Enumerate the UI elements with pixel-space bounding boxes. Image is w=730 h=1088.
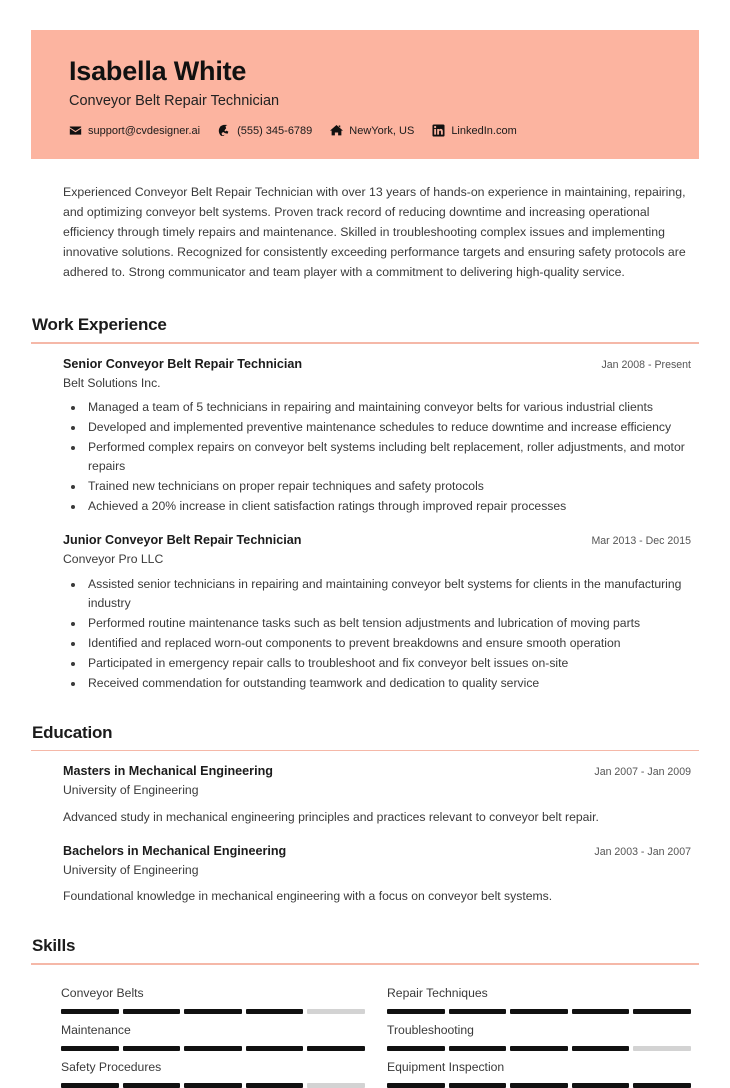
phone-icon — [218, 124, 231, 137]
work-experience-heading: Work Experience — [32, 314, 167, 334]
skill-rating-segment — [61, 1083, 119, 1088]
education-heading: Education — [32, 722, 113, 742]
skill-rating-bar — [387, 1083, 691, 1088]
education-entry-school: University of Engineering — [63, 862, 199, 877]
contact-phone-label: (555) 345-6789 — [237, 124, 313, 137]
work-entry-header — [63, 532, 691, 549]
education-entry-school: University of Engineering — [63, 783, 199, 798]
skill-label: Repair Techniques — [387, 986, 488, 1001]
education-entry-degree: Bachelors in Mechanical Engineering — [63, 843, 287, 858]
linkedin-icon — [432, 124, 445, 137]
skill-item — [387, 1014, 691, 1051]
work-entry-bullets — [63, 575, 691, 693]
skill-label: Conveyor Belts — [61, 986, 144, 1001]
work-entry-date: Jan 2008 - Present — [601, 358, 691, 371]
skill-item — [61, 1014, 365, 1051]
contact-location-label: NewYork, US — [349, 124, 415, 137]
skill-rating-segment — [184, 1083, 242, 1088]
contact-email[interactable] — [69, 124, 200, 137]
education-entry-date: Jan 2007 - Jan 2009 — [594, 766, 691, 779]
skill-rating-segment — [449, 1083, 507, 1088]
work-entry-bullets — [63, 398, 691, 516]
candidate-job-title: Conveyor Belt Repair Technician — [69, 93, 280, 110]
contact-location[interactable] — [330, 124, 414, 137]
work-entry — [31, 532, 699, 693]
bullet-item: • Identified and replaced worn-out components to prevent breakdowns and ensure smooth operation — [85, 634, 691, 653]
contact-phone[interactable] — [218, 124, 312, 137]
skill-rating-segment — [387, 1083, 445, 1088]
education-entry-description: Advanced study in mechanical engineering principles and practices relevant to conveyor belt repair. — [63, 809, 599, 824]
section-divider — [31, 750, 699, 752]
section-divider — [31, 342, 699, 344]
education-entry-header — [63, 763, 691, 780]
section-education — [31, 723, 699, 907]
envelope-icon — [69, 124, 82, 137]
bullet-item: • Trained new technicians on proper repair techniques and safety protocols — [85, 477, 691, 496]
skill-label: Safety Procedures — [61, 1059, 162, 1074]
skills-grid — [31, 977, 699, 1088]
skill-rating-segment — [633, 1083, 691, 1088]
education-entry — [31, 763, 699, 827]
skill-label: Maintenance — [61, 1022, 131, 1037]
candidate-name: Isabella White — [69, 56, 247, 86]
work-entry — [31, 356, 699, 517]
bullet-item: • Assisted senior technicians in repairing and maintaining conveyor belt systems for clients in the manufacturing industry — [85, 575, 691, 613]
skill-item — [387, 977, 691, 1014]
section-skills — [31, 936, 699, 1087]
education-entry-degree: Masters in Mechanical Engineering — [63, 764, 273, 779]
education-entry-description: Foundational knowledge in mechanical engineering with a focus on conveyor belt systems. — [63, 889, 553, 904]
contact-linkedin[interactable] — [432, 124, 516, 137]
education-entry — [31, 843, 699, 907]
section-work-experience — [31, 315, 699, 693]
skill-rating-segment — [246, 1083, 304, 1088]
skill-rating-segment — [572, 1083, 630, 1088]
contact-email-label: support@cvdesigner.ai — [88, 124, 201, 137]
education-entry-date: Jan 2003 - Jan 2007 — [594, 845, 691, 858]
bullet-item: • Achieved a 20% increase in client satisfaction ratings through improved repair processes — [85, 497, 691, 516]
bullet-item: • Managed a team of 5 technicians in repairing and maintaining conveyor belts for various industrial clients — [85, 398, 691, 417]
resume-document — [0, 30, 730, 1088]
skill-rating-bar — [61, 1083, 365, 1088]
work-entry-date: Mar 2013 - Dec 2015 — [591, 535, 691, 548]
skill-item — [61, 977, 365, 1014]
skill-rating-segment — [307, 1083, 365, 1088]
bullet-item: • Developed and implemented preventive maintenance schedules to reduce downtime and increase efficiency — [85, 418, 691, 437]
skill-item — [387, 1051, 691, 1088]
education-entry-header — [63, 843, 691, 860]
skill-label: Troubleshooting — [387, 1022, 474, 1037]
skill-label: Equipment Inspection — [387, 1059, 505, 1074]
skill-item — [61, 1051, 365, 1088]
home-icon — [330, 124, 343, 137]
work-entry-organization: Conveyor Pro LLC — [63, 552, 164, 567]
professional-summary: Experienced Conveyor Belt Repair Technician with over 13 years of hands-on experience in maintaining, repairing, and optimizing conveyor belt systems. Proven track record of reducing downtime and increasing operational efficiency through timely repairs and maintenance. Skilled in troubleshooting complex issues and implementing innovative solutions. Recognized for consistently exceeding performance targets and ensuring safety protocols are adhered to. Strong communicator and team player with a commitment to delivering high-quality service. — [63, 185, 686, 280]
contact-linkedin-label: LinkedIn.com — [451, 124, 517, 137]
skill-rating-segment — [510, 1083, 568, 1088]
work-entry-organization: Belt Solutions Inc. — [63, 375, 161, 390]
resume-header — [31, 30, 699, 159]
skill-rating-segment — [123, 1083, 181, 1088]
work-entry-role: Junior Conveyor Belt Repair Technician — [63, 533, 302, 548]
bullet-item: • Performed complex repairs on conveyor belt systems including belt replacement, roller adjustments, and motor repairs — [85, 438, 691, 476]
bullet-item: • Performed routine maintenance tasks such as belt tension adjustments and lubrication of moving parts — [85, 614, 691, 633]
work-entry-role: Senior Conveyor Belt Repair Technician — [63, 356, 303, 371]
skills-heading: Skills — [32, 936, 76, 956]
contact-list — [69, 124, 699, 137]
section-divider — [31, 963, 699, 965]
bullet-item: • Participated in emergency repair calls to troubleshoot and fix conveyor belt issues on-site — [85, 654, 691, 673]
bullet-item: • Received commendation for outstanding teamwork and dedication to quality service — [85, 674, 691, 693]
work-entry-header — [63, 356, 691, 373]
